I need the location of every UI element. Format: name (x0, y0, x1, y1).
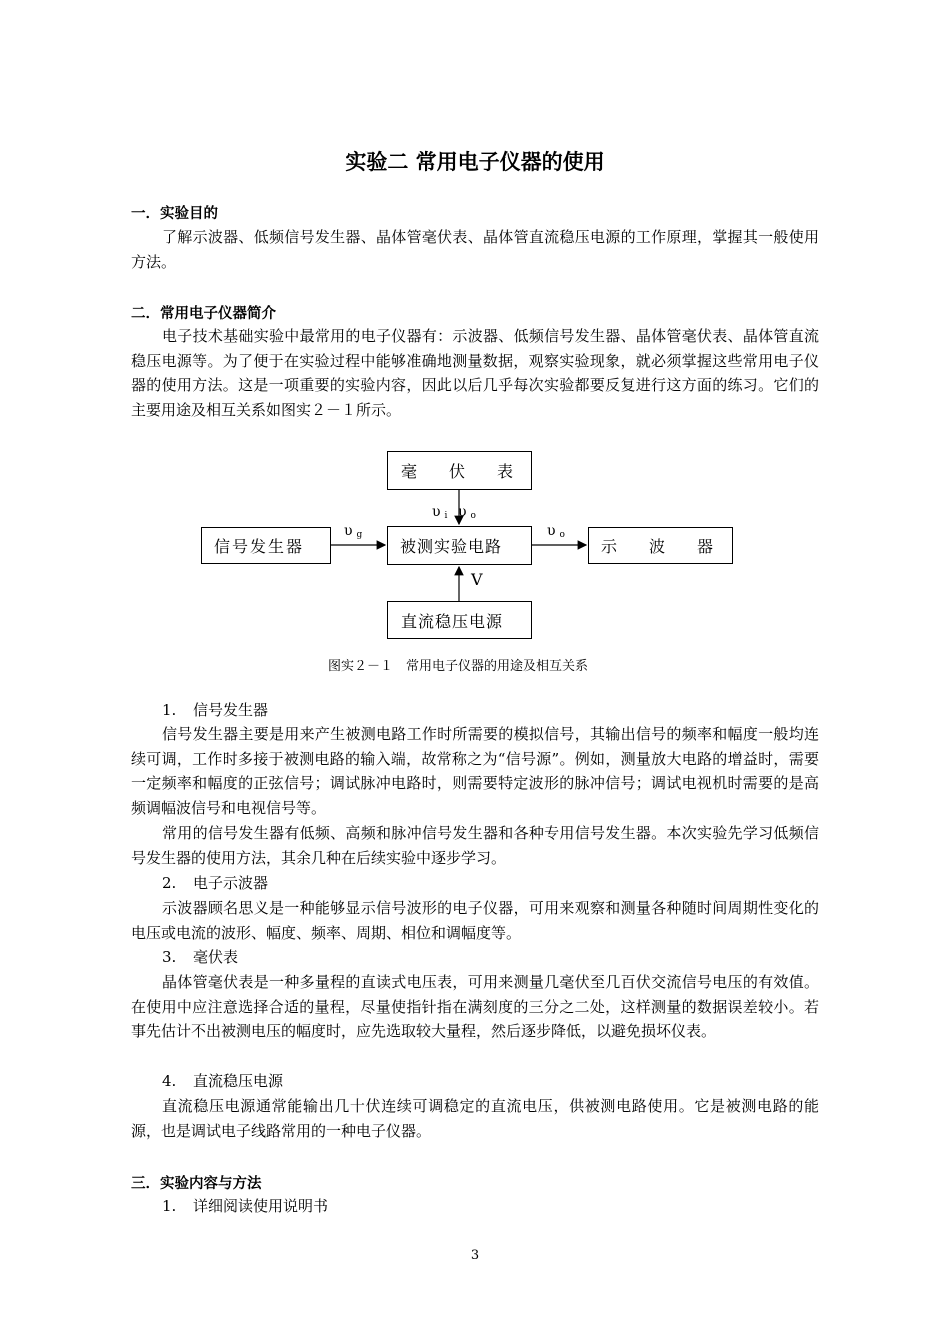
signal-generator-box (201, 527, 331, 564)
item-heading-oscilloscope: 2. 电子示波器 (162, 874, 269, 892)
oscilloscope-box (588, 527, 733, 564)
millivoltmeter-box (387, 451, 532, 490)
item-heading-signal-generator: 1. 信号发生器 (162, 701, 269, 719)
signal-generator-label: 信号发生器 (214, 537, 305, 556)
item-heading-dc-power: 4. 直流稳压电源 (162, 1072, 284, 1090)
purpose-paragraph: 了解示波器、低频信号发生器、晶体管毫伏表、晶体管直流稳压电源的工作原理，掌握其一般使用方法。 (131, 228, 819, 271)
millivoltmeter-label: 毫 伏 表 (401, 462, 514, 481)
section-heading-intro: 二．常用电子仪器简介 (131, 306, 276, 322)
millivoltmeter-paragraph: 晶体管毫伏表是一种多量程的直读式电压表，可用来测量几毫伏至几百伏交流信号电压的有效值。在使用中应注意选择合适的量程，尽量使指针指在满刻度的三分之二处，这样测量的数据误差较小。若事先估计不出被测电压的幅度时，应先选取较大量程，然后逐步降低，以避免损坏仪表。 (131, 973, 819, 1040)
circuit-under-test-label: 被测实验电路 (400, 537, 503, 556)
section-heading-purpose: 一．实验目的 (131, 206, 218, 222)
label-vi: υ $_i$ (432, 504, 448, 521)
label-v: V (471, 570, 483, 589)
item-heading-read-manual: 1. 详细阅读使用说明书 (162, 1197, 329, 1215)
oscilloscope-paragraph: 示波器顾名思义是一种能够显示信号波形的电子仪器，可用来观察和测量各种随时间周期性变化的电压或电流的波形、幅度、频率、周期、相位和调幅度等。 (131, 899, 819, 942)
oscilloscope-label: 示 波 器 (601, 537, 714, 556)
intro-paragraph: 电子技术基础实验中最常用的电子仪器有：示波器、低频信号发生器、晶体管毫伏表、晶体管直流稳压电源等。为了便于在实验过程中能够准确地测量数据，观察实验现象，就必须掌握这些常用电子仪器的使用方法。这是一项重要的实验内容，因此以后几乎每次实验都要反复进行这方面的练习。它们的主要用途及相互关系如图实２－１所示。 (131, 327, 819, 419)
figure-caption: 图实２－１ 常用电子仪器的用途及相互关系 (328, 659, 589, 674)
signal-generator-paragraph-2: 常用的信号发生器有低频、高频和脉冲信号发生器和各种专用信号发生器。本次实验先学习低频信号发生器的使用方法，其余几种在后续实验中逐步学习。 (131, 824, 819, 867)
label-vg: υ $_g$ (344, 523, 363, 540)
signal-generator-paragraph-1: 信号发生器主要是用来产生被测电路工作时所需要的模拟信号，其输出信号的频率和幅度一般均连续可调，工作时多接于被测电路的输入端，故常称之为“信号源”。例如，测量放大电路的增益时，需要一定频率和幅度的正弦信号；调试脉冲电路时，则需要特定波形的脉冲信号；调试电视机时需要的是高频调幅波信号和电视信号等。 (131, 725, 819, 817)
section-heading-content: 三．实验内容与方法 (131, 1176, 262, 1192)
page-title: 实验二 常用电子仪器的使用 (345, 150, 605, 174)
label-vo: υ $_o$ (547, 523, 565, 540)
label-vo-top: υ $_o$ (458, 504, 476, 521)
dc-power-box (387, 601, 532, 639)
dc-power-paragraph: 直流稳压电源通常能输出几十伏连续可调稳定的直流电压，供被测电路使用。它是被测电路的能源，也是调试电子线路常用的一种电子仪器。 (131, 1097, 819, 1140)
item-heading-millivoltmeter: 3. 毫伏表 (162, 948, 239, 966)
circuit-under-test-box (387, 526, 532, 565)
dc-power-label: 直流稳压电源 (401, 611, 504, 631)
page-number: 3 (470, 1248, 480, 1263)
